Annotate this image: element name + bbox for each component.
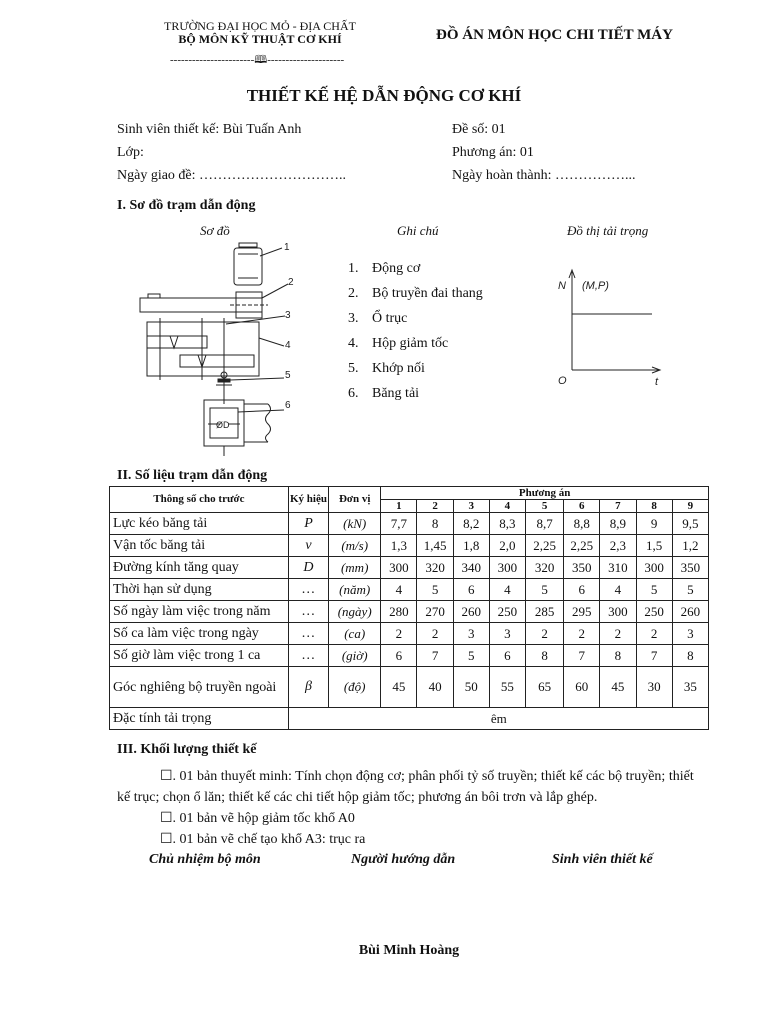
param-label: Góc nghiêng bộ truyền ngoài [110,667,289,708]
param-label: Số ca làm việc trong ngày [110,623,289,645]
table-row [110,667,709,708]
param-value: 8,8 [564,513,600,535]
graph-series-label: (M,P) [582,280,609,292]
param-unit: (ca) [329,623,381,645]
param-value: 8,7 [526,513,564,535]
signature-advisor: Người hướng dẫn [351,852,456,867]
param-value: 45 [381,667,417,708]
param-value: 40 [417,667,453,708]
notes-heading: Ghi chú [397,223,439,238]
finish-date: Ngày hoàn thành: ……………... [452,168,636,183]
param-value: 300 [636,557,672,579]
param-value: 250 [636,601,672,623]
diagram-label-3: 3 [285,310,291,321]
param-label: Đường kính tăng quay [110,557,289,579]
param-value: 9,5 [672,513,708,535]
param-value: 35 [672,667,708,708]
param-value: 3 [489,623,525,645]
param-value: 310 [600,557,636,579]
table-row [110,645,709,667]
param-value: 8,9 [600,513,636,535]
param-value: 260 [672,601,708,623]
param-value: 280 [381,601,417,623]
param-value: 1,45 [417,535,453,557]
option-number-header: 7 [600,500,636,513]
note-item: 5. Khớp nối [348,361,425,376]
note-item: 6. Băng tải [348,386,420,401]
load-characteristic-value: êm [381,708,709,730]
table-row [110,557,709,579]
graph-y-label: N [558,280,566,292]
param-value: 2 [564,623,600,645]
signature-head: Chủ nhiệm bộ môn [149,852,261,867]
notes-list [348,256,483,406]
param-value: 1,2 [672,535,708,557]
param-value: 9 [636,513,672,535]
param-value: 5 [672,579,708,601]
blank-cell [288,708,380,730]
param-value: 6 [489,645,525,667]
section-1-heading: I. Sơ đồ trạm dẫn động [117,198,256,213]
section-3-heading: III. Khối lượng thiết kế [117,742,257,757]
param-value: 60 [564,667,600,708]
option-number-header: 2 [417,500,453,513]
header-unit: Đơn vị [329,487,381,513]
diagram-label-2: 2 [288,277,294,288]
assigned-date: Ngày giao đề: ………………………….. [117,168,347,183]
load-characteristic-label: Đặc tính tải trọng [110,708,289,730]
param-value: 6 [453,579,489,601]
param-symbol: … [288,623,328,645]
param-symbol: … [288,579,328,601]
page-title: THIẾT KẾ HỆ DẪN ĐỘNG CƠ KHÍ [246,86,522,105]
param-value: 8,3 [489,513,525,535]
param-value: 5 [417,579,453,601]
param-value: 285 [526,601,564,623]
deliverable-item: ☐. 01 bản vẽ chế tạo khổ A3: trục ra [160,832,366,847]
class-field: Lớp: [117,145,144,160]
diagram-label-1: 1 [284,242,290,253]
table-row [110,579,709,601]
param-value: 7 [417,645,453,667]
param-value: 2,25 [564,535,600,557]
param-value: 2 [526,623,564,645]
drive-diagram [130,238,300,460]
param-value: 1,8 [453,535,489,557]
param-value: 4 [489,579,525,601]
param-unit: (ngày) [329,601,381,623]
param-symbol: … [288,601,328,623]
school-name: TRƯỜNG ĐẠI HỌC MỎ - ĐỊA CHẤT [164,19,356,33]
param-value: 2 [636,623,672,645]
param-value: 300 [600,601,636,623]
param-label: Số ngày làm việc trong năm [110,601,289,623]
param-value: 1,5 [636,535,672,557]
gear-2 [180,355,254,367]
signature-student: Sinh viên thiết kế [552,852,653,867]
option-number-header: 9 [672,500,708,513]
param-symbol: P [288,513,328,535]
param-value: 3 [453,623,489,645]
header-divider: -----------------------🕮--------------------- [170,54,345,66]
param-symbol: β [288,667,328,708]
department-name: BỘ MÔN KỸ THUẬT CƠ KHÍ [178,32,342,46]
course-title: ĐỒ ÁN MÔN HỌC CHI TIẾT MÁY [436,27,673,43]
graph-x-label: t [655,376,659,388]
header-symbol: Ký hiệu [288,487,328,513]
param-value: 7 [636,645,672,667]
school-header [150,20,370,46]
param-value: 45 [600,667,636,708]
param-value: 5 [526,579,564,601]
deliverable-item-continued: kế trục; chọn ổ lăn; thiết kế các chi tiết hộp giảm tốc; phương án bôi trơn và lắp ghép. [117,790,598,805]
param-value: 7,7 [381,513,417,535]
drum-diameter-label: ØD [216,420,230,430]
graph-origin: O [558,375,567,387]
option-number-header: 1 [381,500,417,513]
gearbox-housing [147,322,259,376]
param-value: 6 [381,645,417,667]
param-value: 2,3 [600,535,636,557]
option-number-header: 8 [636,500,672,513]
deliverable-item: ☐. 01 bản vẽ hộp giảm tốc khổ A0 [160,811,355,826]
load-graph [552,264,672,394]
param-unit: (năm) [329,579,381,601]
note-item: 4. Hộp giảm tốc [348,336,449,351]
param-unit: (độ) [329,667,381,708]
param-value: 2,0 [489,535,525,557]
option-number-header: 3 [453,500,489,513]
note-item: 3. Ổ trục [348,311,408,326]
param-label: Thời hạn sử dụng [110,579,289,601]
student-name: Sinh viên thiết kế: Bùi Tuấn Anh [117,122,302,137]
diagram-label-6: 6 [285,400,291,411]
param-value: 5 [636,579,672,601]
param-unit: (giờ) [329,645,381,667]
param-value: 8 [672,645,708,667]
param-value: 340 [453,557,489,579]
param-label: Số giờ làm việc trong 1 ca [110,645,289,667]
graph-heading: Đồ thị tải trọng [567,223,649,238]
param-value: 8,2 [453,513,489,535]
head-name: Bùi Minh Hoàng [358,943,460,958]
param-value: 320 [417,557,453,579]
spec-table [109,486,709,730]
motor-cap [239,243,257,247]
section-2-heading: II. Số liệu trạm dẫn động [117,468,268,483]
param-unit: (mm) [329,557,381,579]
param-value: 350 [672,557,708,579]
param-value: 3 [672,623,708,645]
param-value: 250 [489,601,525,623]
deliverable-item: ☐. 01 bản thuyết minh: Tính chọn động cơ; phân phối tỷ số truyền; thiết kế các bộ truyền; thiết [160,769,694,784]
param-value: 8 [526,645,564,667]
param-label: Vận tốc băng tải [110,535,289,557]
note-item: 2. Bộ truyền đai thang [348,286,483,301]
param-value: 2 [600,623,636,645]
diagram-label-5: 5 [285,370,291,381]
param-value: 50 [453,667,489,708]
param-symbol: … [288,645,328,667]
table-row [110,535,709,557]
param-value: 350 [564,557,600,579]
param-value: 2 [381,623,417,645]
param-value: 300 [489,557,525,579]
param-label: Lực kéo băng tải [110,513,289,535]
option-number: Phương án: 01 [452,145,534,160]
option-number-header: 4 [489,500,525,513]
diagram-label-4: 4 [285,340,291,351]
table-row [110,708,709,730]
param-value: 4 [381,579,417,601]
table-row [110,601,709,623]
deliverables [117,766,707,850]
param-value: 7 [564,645,600,667]
param-symbol: v [288,535,328,557]
param-unit: (m/s) [329,535,381,557]
note-item: 1. Động cơ [348,261,421,276]
param-unit: (kN) [329,513,381,535]
param-value: 6 [564,579,600,601]
header-param: Thông số cho trước [110,487,289,513]
option-number-header: 6 [564,500,600,513]
param-value: 1,3 [381,535,417,557]
param-value: 55 [489,667,525,708]
param-value: 8 [417,513,453,535]
param-value: 2,25 [526,535,564,557]
param-value: 260 [453,601,489,623]
param-value: 300 [381,557,417,579]
param-value: 4 [600,579,636,601]
table-row [110,513,709,535]
param-value: 8 [600,645,636,667]
param-value: 65 [526,667,564,708]
topic-number: Đề số: 01 [452,122,506,137]
param-value: 30 [636,667,672,708]
param-symbol: D [288,557,328,579]
param-value: 295 [564,601,600,623]
diagram-heading: Sơ đồ [200,223,230,238]
header-options: Phương án [381,487,709,500]
param-value: 320 [526,557,564,579]
param-value: 270 [417,601,453,623]
option-number-header: 5 [526,500,564,513]
param-value: 5 [453,645,489,667]
param-value: 2 [417,623,453,645]
table-row [110,623,709,645]
